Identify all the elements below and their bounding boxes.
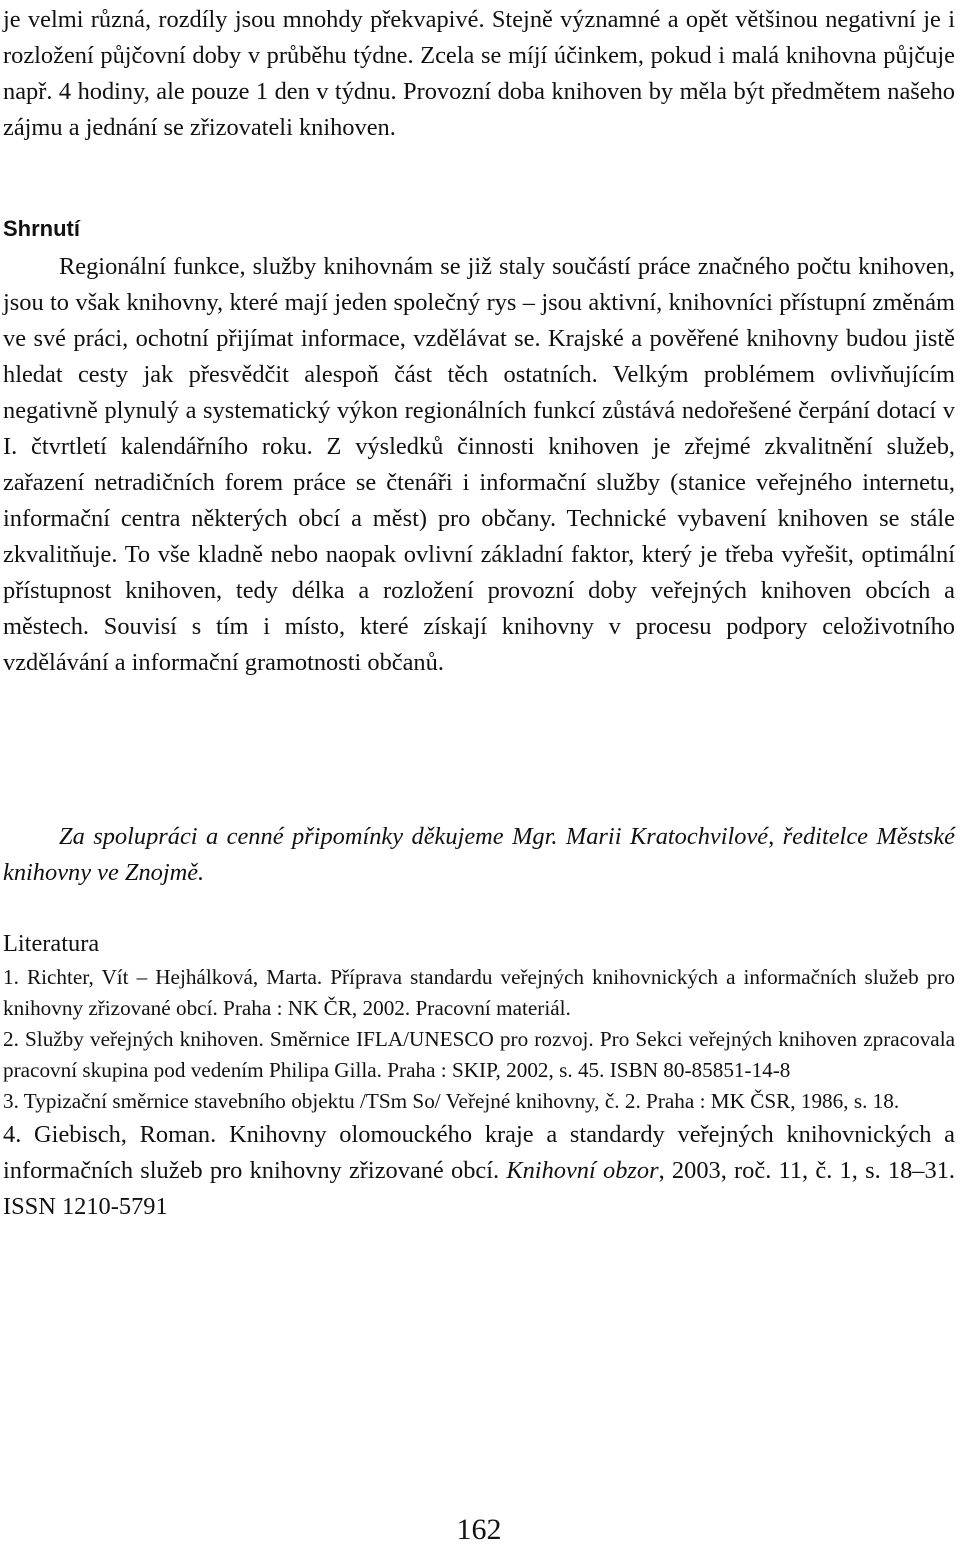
journal-title: Knihovní obzor bbox=[506, 1157, 659, 1184]
reference-item: 1. Richter, Vít – Hejhálková, Marta. Příprava standardu veřejných knihovnických a informačních služeb pro knihovny zřizované obcí. Praha : NK ČR, 2002. Pracovní materiál. bbox=[3, 965, 955, 1020]
intro-paragraph: je velmi různá, rozdíly jsou mnohdy překvapivé. Stejně významné a opět většinou negativní je i rozložení půjčovní doby v průběhu týdne. Zcela se míjí účinkem, pokud i malá knihovna půjčuje např. 4 hodiny, ale pouze 1 den v týdnu. Provozní doba knihoven by měla být předmětem našeho zájmu a jednání se zřizovateli knihoven. bbox=[3, 6, 955, 141]
reference-text: , 2003, roč. 11, č. 1, s. 18–31. ISSN 1210-5791 bbox=[3, 1157, 955, 1220]
reference-item: 2. Služby veřejných knihoven. Směrnice IFLA/UNESCO pro rozvoj. Pro Sekci veřejných knihoven zpracovala pracovní skupina pod vedením Philipa Gilla. Praha : SKIP, 2002, s. 45. ISBN 80-85851-14-8 bbox=[3, 1027, 955, 1082]
summary-heading: Shrnutí bbox=[3, 216, 80, 241]
acknowledgement: Za spolupráci a cenné připomínky děkujeme Mgr. Marii Kratochvilové, ředitelce Městské knihovny ve Znojmě. bbox=[3, 823, 955, 886]
reference-item bbox=[3, 1117, 955, 1225]
document-page bbox=[3, 0, 955, 1556]
references-list bbox=[3, 962, 955, 1225]
summary-paragraph: Regionální funkce, služby knihovnám se již staly součástí práce značného počtu knihoven, jsou to však knihovny, které mají jeden společný rys – jsou aktivní, knihovníci přístupní změnám ve své práci, ochotní přijímat informace, vzdělávat se. Krajské a pověřené knihovny budou jistě hledat cesty jak přesvědčit alespoň část těch ostatních. Velkým problémem ovlivňujícím negativně plynulý a systematický výkon regionálních funkcí zůstává nedořešené čerpání dotací v I. čtvrtletí kalendářního roku. Z výsledků činnosti knihoven je zřejmé zkvalitnění služeb, zařazení netradičních forem práce se čtenáři i informační služby (stanice veřejného internetu, informační centra některých obcí a měst) pro občany. Technické vybavení knihoven se stále zkvalitňuje. To vše kladně nebo naopak ovlivní základní faktor, který je třeba vyřešit, optimální přístupnost knihoven, tedy délka a rozložení provozní doby veřejných knihoven obcích a městech. Souvisí s tím i místo, které získají knihovny v procesu podpory celoživotního vzdělávání a informační gramotnosti občanů. bbox=[3, 253, 955, 676]
reference-text: 4. Giebisch, Roman. Knihovny olomouckého kraje a standardy veřejných knihovnických a informačních služeb pro knihovny zřizované obcí. bbox=[3, 1121, 955, 1184]
reference-item: 3. Typizační směrnice stavebního objektu /TSm So/ Veřejné knihovny, č. 2. Praha : MK ČSR, 1986, s. 18. bbox=[3, 1089, 900, 1113]
literature-heading: Literatura bbox=[3, 930, 100, 957]
page-number: 162 bbox=[456, 1513, 502, 1546]
